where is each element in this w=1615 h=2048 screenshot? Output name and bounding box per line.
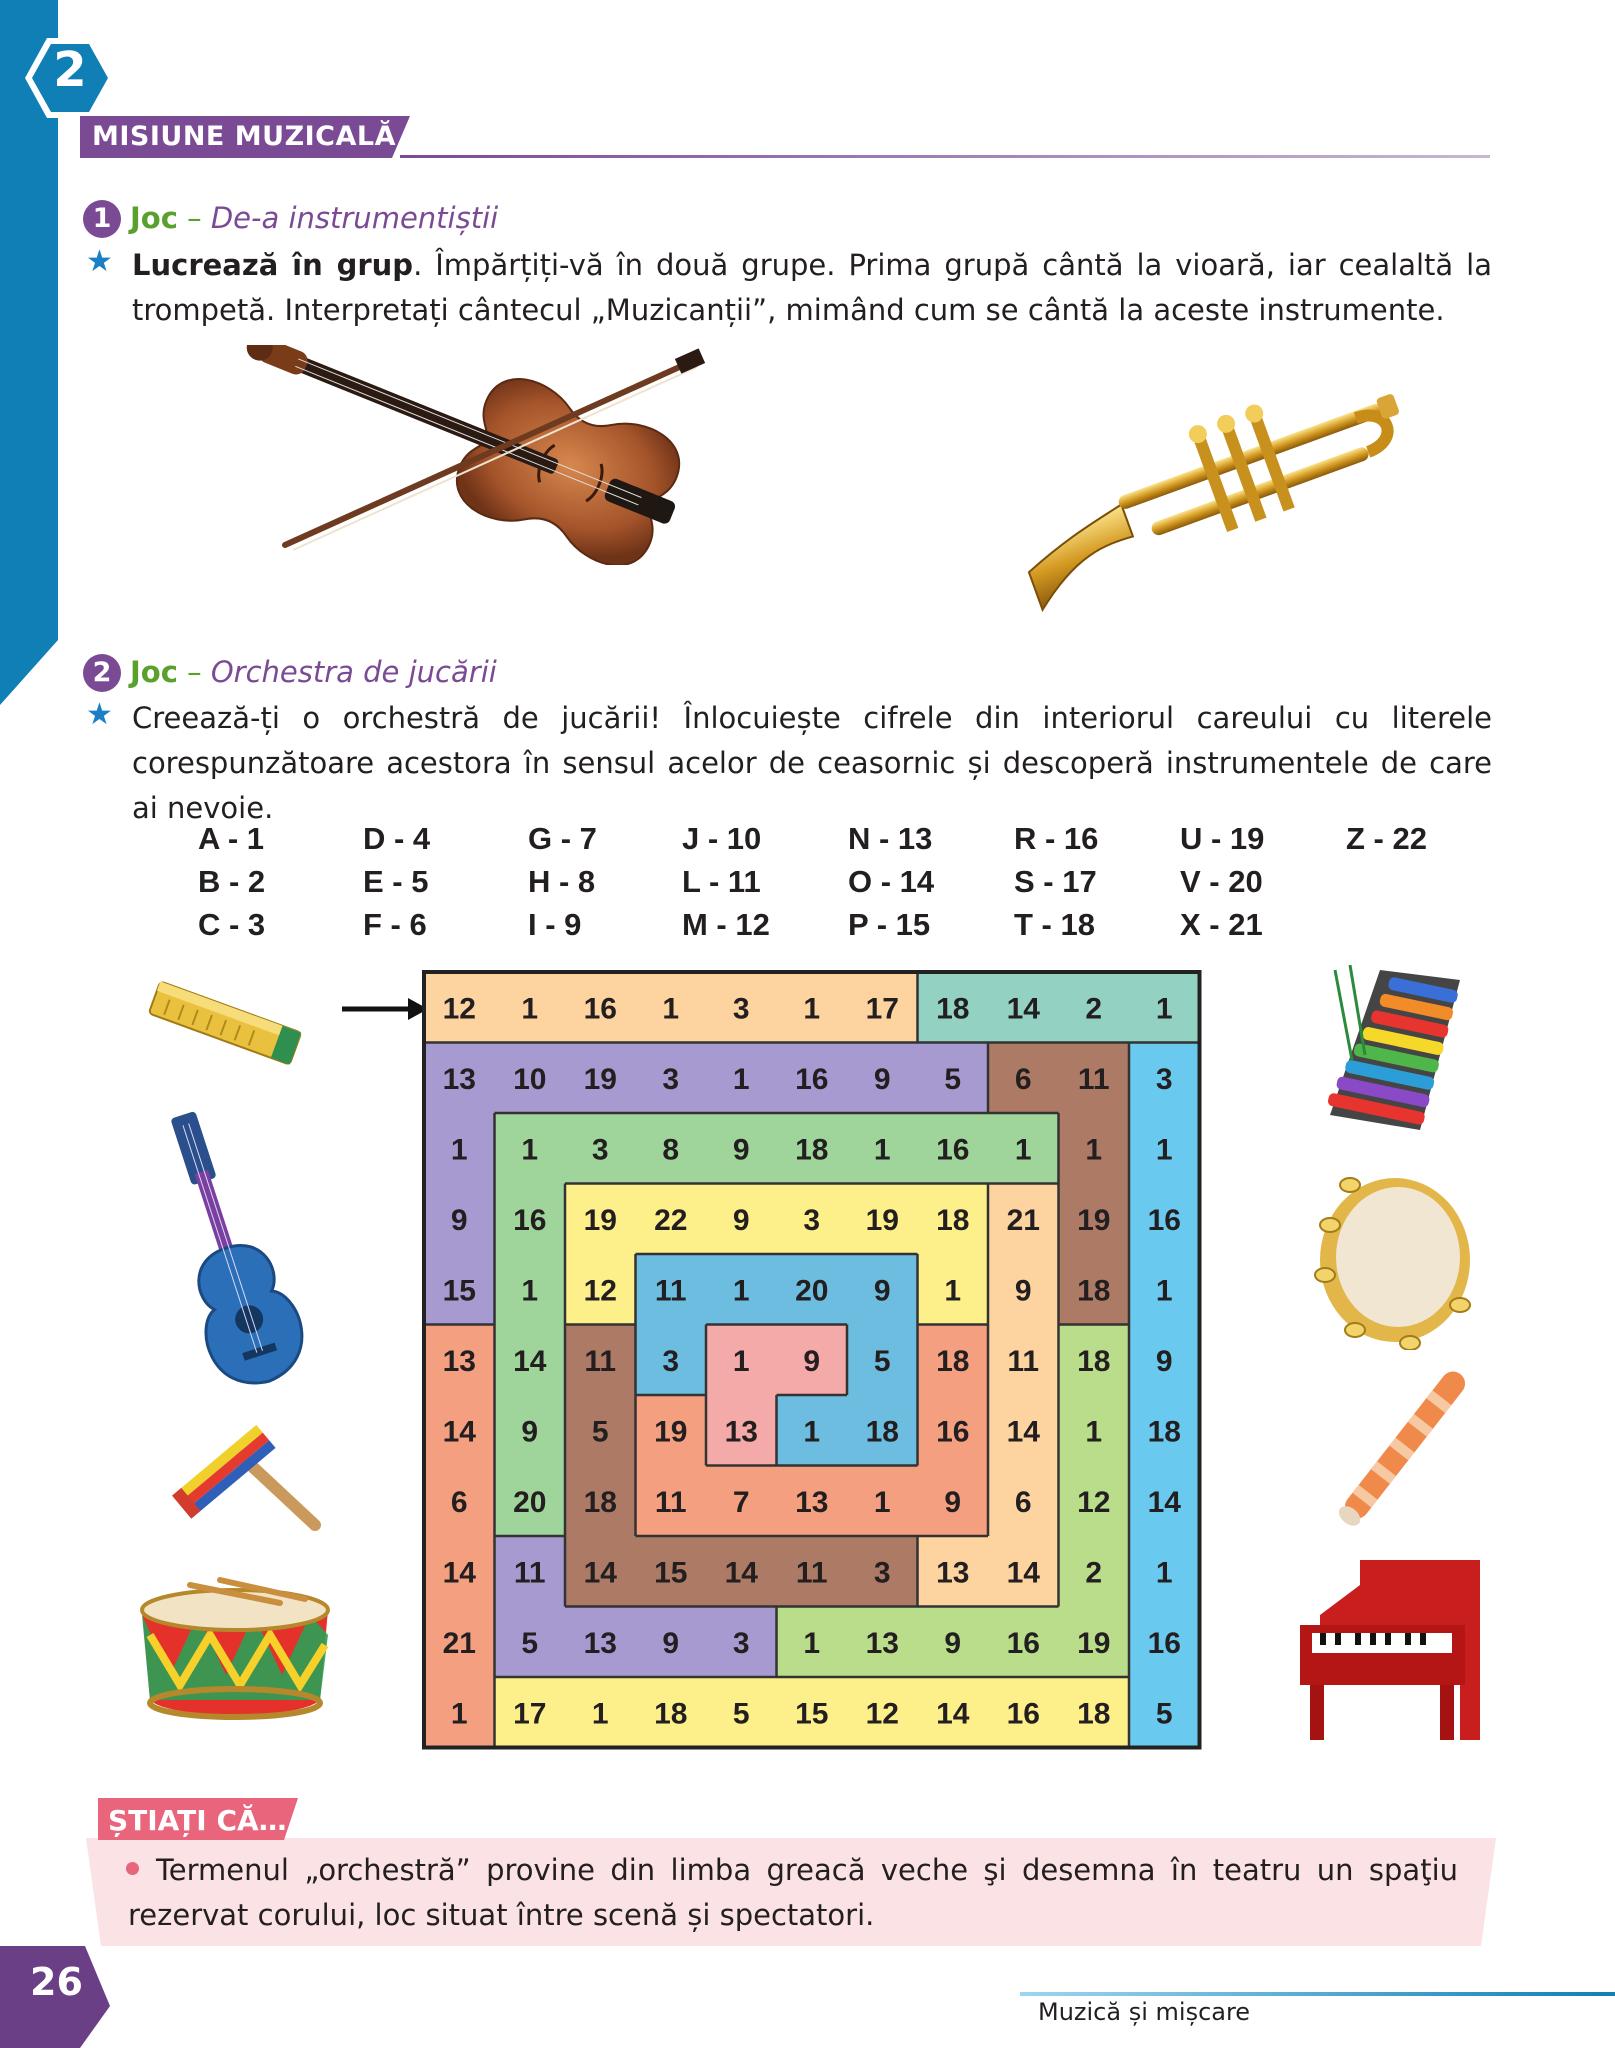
grid-number: 1 (450, 1133, 468, 1167)
grid-number: 1 (1155, 1556, 1173, 1590)
grid-number: 1 (732, 1344, 750, 1378)
grid-number: 3 (803, 1203, 821, 1237)
grid-number: 9 (1014, 1274, 1032, 1308)
grid-number: 15 (654, 1556, 688, 1590)
grid-number: 3 (591, 1133, 609, 1167)
grid-number: 9 (450, 1203, 468, 1237)
grid-number: 17 (513, 1697, 547, 1731)
exercise-2-heading (130, 655, 497, 689)
number-grid (420, 968, 1210, 1758)
grid-number: 1 (1085, 1415, 1103, 1449)
grid-number: 5 (521, 1626, 539, 1660)
grid-number: 16 (1147, 1203, 1181, 1237)
grid-number: 1 (732, 1274, 750, 1308)
grid-number: 13 (442, 1344, 476, 1378)
grid-number: 19 (865, 1203, 899, 1237)
grid-number: 3 (662, 1344, 680, 1378)
grid-number: 9 (803, 1344, 821, 1378)
letter-code-entry: I - 9 (528, 907, 582, 942)
grid-number: 5 (873, 1344, 891, 1378)
letter-code-column (1014, 817, 1098, 946)
grid-number: 14 (583, 1556, 617, 1590)
section-title: MISIUNE MUZICALĂ (92, 121, 396, 152)
letter-code-entry: D - 4 (363, 821, 431, 856)
grid-number: 18 (1077, 1274, 1111, 1308)
letter-code-column (363, 817, 430, 946)
harmonica-image (140, 978, 310, 1068)
letter-code-column (198, 817, 265, 946)
grid-number: 13 (795, 1485, 829, 1519)
grid-number: 1 (1085, 1133, 1103, 1167)
exercise-2-text: Creează-ți o orchestră de jucării! Înlocuiește cifrele din interiorul careului cu literele corespunzătoare acestora în sensul acelor de ceasornic și descoperă instrumentele de care ai nevoie. (132, 701, 1492, 825)
grid-number: 9 (662, 1626, 680, 1660)
book-title: Muzică și mișcare (1038, 1998, 1251, 2026)
letter-code-table (198, 817, 1458, 952)
grid-number: 1 (732, 1062, 750, 1096)
exercise-1-heading (130, 201, 498, 235)
grid-number: 3 (732, 992, 750, 1026)
grid-number: 13 (936, 1556, 970, 1590)
grid-number: 1 (521, 1274, 539, 1308)
letter-code-entry: R - 16 (1014, 821, 1099, 856)
grid-number: 7 (732, 1485, 750, 1519)
grid-number: 18 (1147, 1415, 1181, 1449)
page-number: 26 (30, 1960, 83, 2004)
grid-number: 16 (936, 1133, 970, 1167)
grid-number: 3 (662, 1062, 680, 1096)
grid-number: 19 (583, 1062, 617, 1096)
grid-number: 15 (795, 1697, 829, 1731)
grid-number: 1 (521, 992, 539, 1026)
letter-code-entry: H - 8 (528, 864, 596, 899)
grid-number: 16 (795, 1062, 829, 1096)
grid-number: 8 (662, 1133, 680, 1167)
tambourine-image (1310, 1165, 1480, 1350)
grid-number: 1 (662, 992, 680, 1026)
did-you-know-title: ȘTIAȚI CĂ… (108, 1804, 287, 1837)
exercise-1-text-bold: Lucrează în grup (132, 248, 414, 282)
grid-number: 13 (442, 1062, 476, 1096)
grid-number: 22 (654, 1203, 688, 1237)
exercise-2-title: Orchestra de jucării (210, 655, 497, 689)
letter-code-entry: B - 2 (198, 864, 266, 899)
letter-code-column (1180, 817, 1264, 946)
footer-rule (1020, 1992, 1615, 1996)
letter-code-entry: G - 7 (528, 821, 597, 856)
grid-number: 18 (654, 1697, 688, 1731)
exercise-1-joc: Joc (130, 201, 178, 235)
exercise-1-text (132, 243, 1492, 333)
letter-code-entry: M - 12 (682, 907, 770, 942)
grid-number: 2 (1085, 1556, 1103, 1590)
grid-number: 14 (936, 1697, 970, 1731)
grid-number: 19 (1077, 1203, 1111, 1237)
start-arrow-icon (340, 994, 430, 1024)
exercise-2-number: 2 (83, 654, 121, 692)
grid-number: 11 (1007, 1344, 1040, 1378)
grid-number: 6 (1014, 1485, 1032, 1519)
grid-number: 1 (944, 1274, 962, 1308)
letter-code-column (682, 817, 770, 946)
letter-code-entry: U - 19 (1180, 821, 1265, 856)
grid-number: 5 (732, 1697, 750, 1731)
grid-number: 14 (513, 1344, 547, 1378)
grid-number: 12 (1077, 1485, 1111, 1519)
grid-number: 1 (591, 1697, 609, 1731)
grid-number: 1 (803, 1626, 821, 1660)
grid-number: 5 (944, 1062, 962, 1096)
grid-number: 14 (1006, 992, 1040, 1026)
letter-code-column (1346, 817, 1427, 860)
grid-number: 14 (442, 1556, 476, 1590)
grid-number: 9 (1155, 1344, 1173, 1378)
grid-number: 1 (803, 992, 821, 1026)
grid-number: 1 (450, 1697, 468, 1731)
grid-number: 16 (583, 992, 617, 1026)
letter-code-entry: X - 21 (1180, 907, 1263, 942)
grid-number: 18 (1077, 1344, 1111, 1378)
letter-code-entry: O - 14 (848, 864, 935, 899)
grid-number: 5 (1155, 1697, 1173, 1731)
grid-number: 9 (732, 1133, 750, 1167)
grid-number: 1 (1155, 1133, 1173, 1167)
grid-number: 15 (442, 1274, 476, 1308)
grid-number: 16 (1006, 1626, 1040, 1660)
grid-number: 1 (1155, 1274, 1173, 1308)
grid-number: 1 (1155, 992, 1173, 1026)
grid-number: 11 (795, 1556, 828, 1590)
grid-number: 18 (583, 1485, 617, 1519)
grid-number: 3 (873, 1556, 891, 1590)
grid-number: 18 (795, 1133, 829, 1167)
grid-number: 17 (865, 992, 899, 1026)
grid-number: 11 (1077, 1062, 1110, 1096)
grid-number: 1 (873, 1133, 891, 1167)
letter-code-column (528, 817, 597, 946)
letter-code-entry: P - 15 (848, 907, 931, 942)
grid-number: 14 (442, 1415, 476, 1449)
letter-code-entry: E - 5 (363, 864, 429, 899)
grid-number: 9 (873, 1062, 891, 1096)
grid-number: 9 (944, 1485, 962, 1519)
letter-code-entry: V - 20 (1180, 864, 1263, 899)
exercise-2-dash: – (177, 655, 211, 689)
grid-number: 10 (513, 1062, 547, 1096)
grid-number: 14 (1006, 1556, 1040, 1590)
did-you-know-text (128, 1848, 1458, 1938)
grid-number: 5 (591, 1415, 609, 1449)
exercise-2-joc: Joc (130, 655, 178, 689)
grid-number: 2 (1085, 992, 1103, 1026)
grid-number: 18 (1077, 1697, 1111, 1731)
grid-number: 12 (865, 1697, 899, 1731)
star-icon: ★ (86, 244, 113, 279)
toy-piano-image (1290, 1555, 1490, 1745)
grid-number: 16 (1006, 1697, 1040, 1731)
grid-number: 18 (936, 1344, 970, 1378)
letter-code-entry: T - 18 (1014, 907, 1095, 942)
letter-code-entry: N - 13 (848, 821, 933, 856)
grid-number: 18 (936, 992, 970, 1026)
grid-number: 19 (1077, 1626, 1111, 1660)
grid-number: 18 (865, 1415, 899, 1449)
letter-code-entry: F - 6 (363, 907, 427, 942)
grid-number: 19 (583, 1203, 617, 1237)
grid-number: 6 (450, 1485, 468, 1519)
trumpet-image (1000, 355, 1420, 615)
grid-number: 13 (865, 1626, 899, 1660)
letter-code-entry: Z - 22 (1346, 821, 1427, 856)
grid-number: 16 (1147, 1626, 1181, 1660)
grid-number: 3 (1155, 1062, 1173, 1096)
grid-number: 12 (583, 1274, 617, 1308)
grid-number: 13 (724, 1415, 758, 1449)
star-icon: ★ (86, 697, 113, 732)
ratchet-image (160, 1425, 330, 1535)
xylophone-image (1320, 965, 1470, 1135)
grid-number: 9 (944, 1626, 962, 1660)
grid-number: 14 (1006, 1415, 1040, 1449)
grid-number: 12 (442, 992, 476, 1026)
grid-number: 1 (1014, 1133, 1032, 1167)
grid-number: 21 (1006, 1203, 1040, 1237)
letter-code-column (848, 817, 934, 946)
exercise-1-dash: – (177, 201, 211, 235)
grid-number: 1 (873, 1485, 891, 1519)
grid-number: 6 (1014, 1062, 1032, 1096)
grid-number: 1 (803, 1415, 821, 1449)
letter-code-entry: S - 17 (1014, 864, 1097, 899)
grid-number: 18 (936, 1203, 970, 1237)
grid-number: 19 (654, 1415, 688, 1449)
grid-number: 3 (732, 1626, 750, 1660)
exercise-1-title: De-a instrumentiștii (210, 201, 499, 235)
grid-number: 14 (724, 1556, 758, 1590)
grid-number: 11 (654, 1274, 687, 1308)
section-rule (400, 155, 1490, 158)
grid-number: 20 (795, 1274, 829, 1308)
grid-number: 16 (513, 1203, 547, 1237)
grid-number: 21 (442, 1626, 476, 1660)
letter-code-entry: J - 10 (682, 821, 762, 856)
letter-code-entry: A - 1 (198, 821, 265, 856)
grid-number: 13 (583, 1626, 617, 1660)
violin-image (215, 345, 715, 565)
did-you-know-sentence: Termenul „orchestră” provine din limba greacă veche şi desemna în teatru un spaţiu rezervat corului, loc situat între scenă și spectatori. (128, 1853, 1458, 1932)
toy-drum-image (130, 1575, 340, 1725)
unit-number: 2 (53, 42, 87, 98)
grid-number: 16 (936, 1415, 970, 1449)
grid-number: 11 (584, 1344, 617, 1378)
grid-number: 14 (1147, 1485, 1181, 1519)
grid-number: 9 (732, 1203, 750, 1237)
grid-number: 11 (513, 1556, 546, 1590)
exercise-1-number: 1 (83, 200, 121, 238)
flute-image (1325, 1355, 1485, 1535)
exercise-1-text-rest: . Împărțiți-vă în două grupe. Prima grupă cântă la vioară, iar cealaltă la trompetă. Interpretați cântecul „Muzicanții”, mimând cum se cântă la aceste instrumente. (132, 248, 1492, 327)
grid-number: 9 (873, 1274, 891, 1308)
grid-number: 20 (513, 1485, 547, 1519)
letter-code-entry: C - 3 (198, 907, 266, 942)
ukulele-image (140, 1095, 330, 1395)
grid-number: 9 (521, 1415, 539, 1449)
letter-code-entry: L - 11 (682, 864, 761, 899)
grid-number: 11 (654, 1485, 687, 1519)
grid-number: 1 (521, 1133, 539, 1167)
